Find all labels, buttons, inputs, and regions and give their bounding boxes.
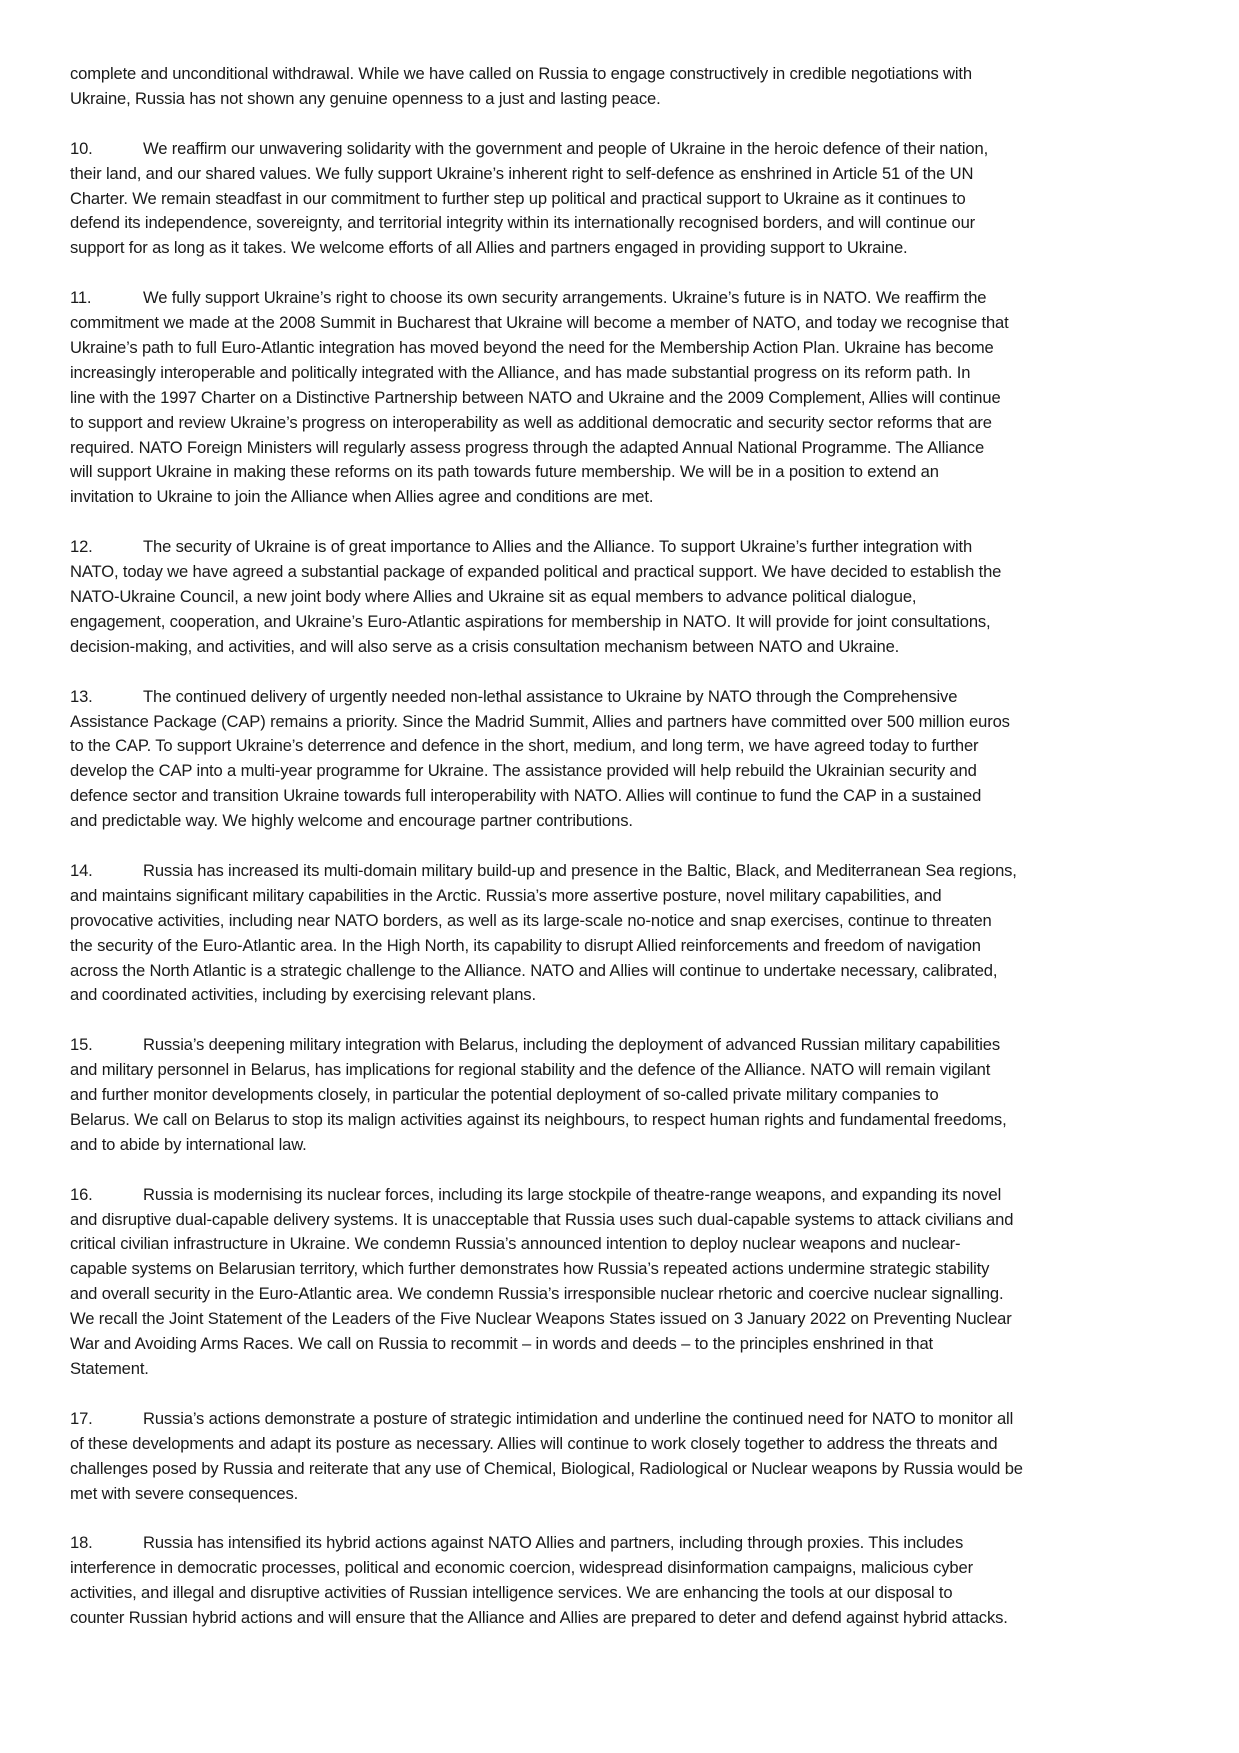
text-line xyxy=(70,236,1180,261)
text-line xyxy=(70,1457,1180,1482)
line-text: to the CAP. To support Ukraine’s deterrence and defence in the short, medium, and long term, we have agreed today to further xyxy=(70,736,979,756)
line-text: interference in democratic processes, political and economic coercion, widespread disinformation campaigns, malicious cyber xyxy=(70,1558,973,1578)
text-line xyxy=(70,1581,1180,1606)
line-text: and further monitor developments closely, in particular the potential deployment of so-called private military companies to xyxy=(70,1085,939,1105)
paragraph-10 xyxy=(70,137,1180,262)
line-text: critical civilian infrastructure in Ukraine. We condemn Russia’s announced intention to deploy nuclear weapons and nuclear- xyxy=(70,1234,961,1254)
text-line xyxy=(70,859,1180,884)
text-line xyxy=(70,1183,1180,1208)
line-text: NATO, today we have agreed a substantial package of expanded political and practical support. We have decided to establish the xyxy=(70,562,1002,582)
line-text: across the North Atlantic is a strategic challenge to the Alliance. NATO and Allies will continue to undertake necessary, calibrated, xyxy=(70,960,998,980)
text-line xyxy=(70,1257,1180,1282)
line-text: and coordinated activities, including by exercising relevant plans. xyxy=(70,985,536,1005)
line-text: We recall the Joint Statement of the Leaders of the Five Nuclear Weapons States issued on 3 January 2022 on Preventing Nuclear xyxy=(70,1309,1012,1329)
line-text: and overall security in the Euro-Atlantic area. We condemn Russia’s irresponsible nuclear rhetoric and coercive nuclear signalling. xyxy=(70,1284,1004,1304)
paragraph-number: 11. xyxy=(70,288,92,308)
line-text: We fully support Ukraine’s right to choose its own security arrangements. Ukraine’s future is in NATO. We reaffirm the xyxy=(143,288,987,308)
text-line xyxy=(70,286,1180,311)
text-line xyxy=(70,585,1180,610)
paragraph-continuation xyxy=(70,62,1180,112)
text-line xyxy=(70,1058,1180,1083)
paragraph-number: 14. xyxy=(70,860,93,880)
paragraph-number: 18. xyxy=(70,1533,93,1553)
text-line xyxy=(70,1282,1180,1307)
line-text: Ukraine’s path to full Euro-Atlantic integration has moved beyond the need for the Membership Action Plan. Ukraine has become xyxy=(70,337,994,357)
text-line xyxy=(70,535,1180,560)
text-line xyxy=(70,1556,1180,1581)
text-line xyxy=(70,1307,1180,1332)
line-text: engagement, cooperation, and Ukraine’s Euro-Atlantic aspirations for membership in NATO. It will provide for joint consultations, xyxy=(70,611,991,631)
text-line xyxy=(70,1357,1180,1382)
line-text: Ukraine, Russia has not shown any genuine openness to a just and lasting peace. xyxy=(70,88,661,108)
line-text: their land, and our shared values. We fully support Ukraine’s inherent right to self-defence as enshrined in Article 51 of the UN xyxy=(70,163,974,183)
line-text: invitation to Ukraine to join the Alliance when Allies agree and conditions are met. xyxy=(70,487,654,507)
paragraph-13 xyxy=(70,685,1180,834)
text-line xyxy=(70,934,1180,959)
text-line xyxy=(70,1606,1180,1631)
paragraph-18 xyxy=(70,1531,1180,1631)
line-text: provocative activities, including near NATO borders, as well as its large-scale no-notice and snap exercises, continue to threaten xyxy=(70,910,992,930)
text-line xyxy=(70,336,1180,361)
text-line xyxy=(70,211,1180,236)
line-text: challenges posed by Russia and reiterate that any use of Chemical, Biological, Radiological or Nuclear weapons by Russia would be xyxy=(70,1458,1023,1478)
text-line xyxy=(70,411,1180,436)
paragraph-15 xyxy=(70,1033,1180,1158)
text-line xyxy=(70,162,1180,187)
line-text: and military personnel in Belarus, has implications for regional stability and the defence of the Alliance. NATO will remain vigilant xyxy=(70,1060,991,1080)
line-text: required. NATO Foreign Ministers will regularly assess progress through the adapted Annual National Programme. The Alliance xyxy=(70,437,985,457)
text-line xyxy=(70,1208,1180,1233)
line-text: will support Ukraine in making these reforms on its path towards future membership. We will be in a position to extend an xyxy=(70,462,939,482)
line-text: Russia’s actions demonstrate a posture of strategic intimidation and underline the continued need for NATO to monitor all xyxy=(143,1408,1014,1428)
text-line xyxy=(70,610,1180,635)
line-text: decision-making, and activities, and will also serve as a crisis consultation mechanism between NATO and Ukraine. xyxy=(70,636,900,656)
text-line xyxy=(70,784,1180,809)
text-line xyxy=(70,635,1180,660)
line-text: Statement. xyxy=(70,1359,149,1379)
line-text: The continued delivery of urgently needed non-lethal assistance to Ukraine by NATO through the Comprehensive xyxy=(143,686,958,706)
text-line xyxy=(70,1432,1180,1457)
line-text: increasingly interoperable and politically integrated with the Alliance, and has made substantial progress on its reform path. In xyxy=(70,362,971,382)
line-text: Russia’s deepening military integration with Belarus, including the deployment of advanced Russian military capabilities xyxy=(143,1035,1001,1055)
text-line xyxy=(70,1083,1180,1108)
text-line xyxy=(70,759,1180,784)
line-text: NATO-Ukraine Council, a new joint body where Allies and Ukraine sit as equal members to advance political dialogue, xyxy=(70,586,917,606)
line-text: activities, and illegal and disruptive activities of Russian intelligence services. We are enhancing the tools at our disposal to xyxy=(70,1583,953,1603)
text-line xyxy=(70,1531,1180,1556)
text-line xyxy=(70,983,1180,1008)
line-text: counter Russian hybrid actions and will ensure that the Alliance and Allies are prepared to deter and defend against hybrid attacks. xyxy=(70,1608,1008,1628)
line-text: met with severe consequences. xyxy=(70,1483,299,1503)
line-text: to support and review Ukraine’s progress on interoperability as well as additional democratic and security sector reforms that are xyxy=(70,412,992,432)
text-line xyxy=(70,361,1180,386)
text-line xyxy=(70,87,1180,112)
text-line xyxy=(70,460,1180,485)
line-text: Charter. We remain steadfast in our commitment to further step up political and practical support to Ukraine as it continues to xyxy=(70,188,966,208)
paragraph-12 xyxy=(70,535,1180,660)
line-text: of these developments and adapt its posture as necessary. Allies will continue to work closely together to address the threats and xyxy=(70,1433,998,1453)
paragraph-number: 16. xyxy=(70,1184,93,1204)
text-line xyxy=(70,1407,1180,1432)
line-text: Russia has intensified its hybrid actions against NATO Allies and partners, including through proxies. This includes xyxy=(143,1533,964,1553)
paragraph-number: 15. xyxy=(70,1035,93,1055)
paragraph-number: 17. xyxy=(70,1408,93,1428)
paragraph-number: 12. xyxy=(70,537,93,557)
line-text: the security of the Euro-Atlantic area. In the High North, its capability to disrupt Allied reinforcements and freedom of navigation xyxy=(70,935,981,955)
text-line xyxy=(70,1108,1180,1133)
text-line xyxy=(70,1482,1180,1507)
text-line xyxy=(70,884,1180,909)
text-line xyxy=(70,1033,1180,1058)
line-text: capable systems on Belarusian territory, which further demonstrates how Russia’s repeated actions undermine strategic stability xyxy=(70,1259,990,1279)
line-text: Belarus. We call on Belarus to stop its malign activities against its neighbours, to respect human rights and fundamental freedoms, xyxy=(70,1109,1007,1129)
document-page xyxy=(70,62,1180,1656)
text-line xyxy=(70,386,1180,411)
paragraph-11 xyxy=(70,286,1180,510)
line-text: complete and unconditional withdrawal. While we have called on Russia to engage constructively in credible negotiations with xyxy=(70,64,972,83)
text-line xyxy=(70,187,1180,212)
line-text: develop the CAP into a multi-year programme for Ukraine. The assistance provided will help rebuild the Ukrainian security and xyxy=(70,761,977,781)
paragraph-17 xyxy=(70,1407,1180,1507)
line-text: Russia is modernising its nuclear forces, including its large stockpile of theatre-range weapons, and expanding its novel xyxy=(143,1184,1002,1204)
paragraph-number: 10. xyxy=(70,138,93,158)
line-text: defend its independence, sovereignty, and territorial integrity within its internationally recognised borders, and will continue our xyxy=(70,213,976,233)
text-line xyxy=(70,311,1180,336)
text-line xyxy=(70,1332,1180,1357)
text-line xyxy=(70,959,1180,984)
text-line xyxy=(70,485,1180,510)
paragraph-16 xyxy=(70,1183,1180,1382)
line-text: Russia has increased its multi-domain military build-up and presence in the Baltic, Black, and Mediterranean Sea regions, xyxy=(143,860,1017,880)
line-text: support for as long as it takes. We welcome efforts of all Allies and partners engaged in providing support to Ukraine. xyxy=(70,238,908,258)
text-line xyxy=(70,710,1180,735)
text-line xyxy=(70,1232,1180,1257)
line-text: and maintains significant military capabilities in the Arctic. Russia’s more assertive posture, novel military capabilities, and xyxy=(70,885,942,905)
line-text: line with the 1997 Charter on a Distinctive Partnership between NATO and Ukraine and the 2009 Complement, Allies will continue xyxy=(70,387,1001,407)
line-text: commitment we made at the 2008 Summit in Bucharest that Ukraine will become a member of NATO, and today we recognise that xyxy=(70,313,1009,333)
text-line xyxy=(70,685,1180,710)
paragraph-14 xyxy=(70,859,1180,1008)
text-line xyxy=(70,137,1180,162)
line-text: and to abide by international law. xyxy=(70,1134,307,1154)
text-line xyxy=(70,809,1180,834)
line-text: The security of Ukraine is of great importance to Allies and the Alliance. To support Ukraine’s further integration with xyxy=(143,537,973,557)
text-line xyxy=(70,1133,1180,1158)
text-line xyxy=(70,436,1180,461)
paragraph-number: 13. xyxy=(70,686,93,706)
text-line xyxy=(70,560,1180,585)
line-text: We reaffirm our unwavering solidarity with the government and people of Ukraine in the heroic defence of their nation, xyxy=(143,138,989,158)
line-text: defence sector and transition Ukraine towards full interoperability with NATO. Allies will continue to fund the CAP in a sustained xyxy=(70,786,982,806)
line-text: and predictable way. We highly welcome and encourage partner contributions. xyxy=(70,811,633,831)
line-text: Assistance Package (CAP) remains a priority. Since the Madrid Summit, Allies and partners have committed over 500 million euros xyxy=(70,711,1010,731)
text-line xyxy=(70,62,1180,87)
line-text: and disruptive dual-capable delivery systems. It is unacceptable that Russia uses such dual-capable systems to attack civilians and xyxy=(70,1209,1014,1229)
text-line xyxy=(70,734,1180,759)
line-text: War and Avoiding Arms Races. We call on Russia to recommit – in words and deeds – to the principles enshrined in that xyxy=(70,1334,933,1354)
text-line xyxy=(70,909,1180,934)
